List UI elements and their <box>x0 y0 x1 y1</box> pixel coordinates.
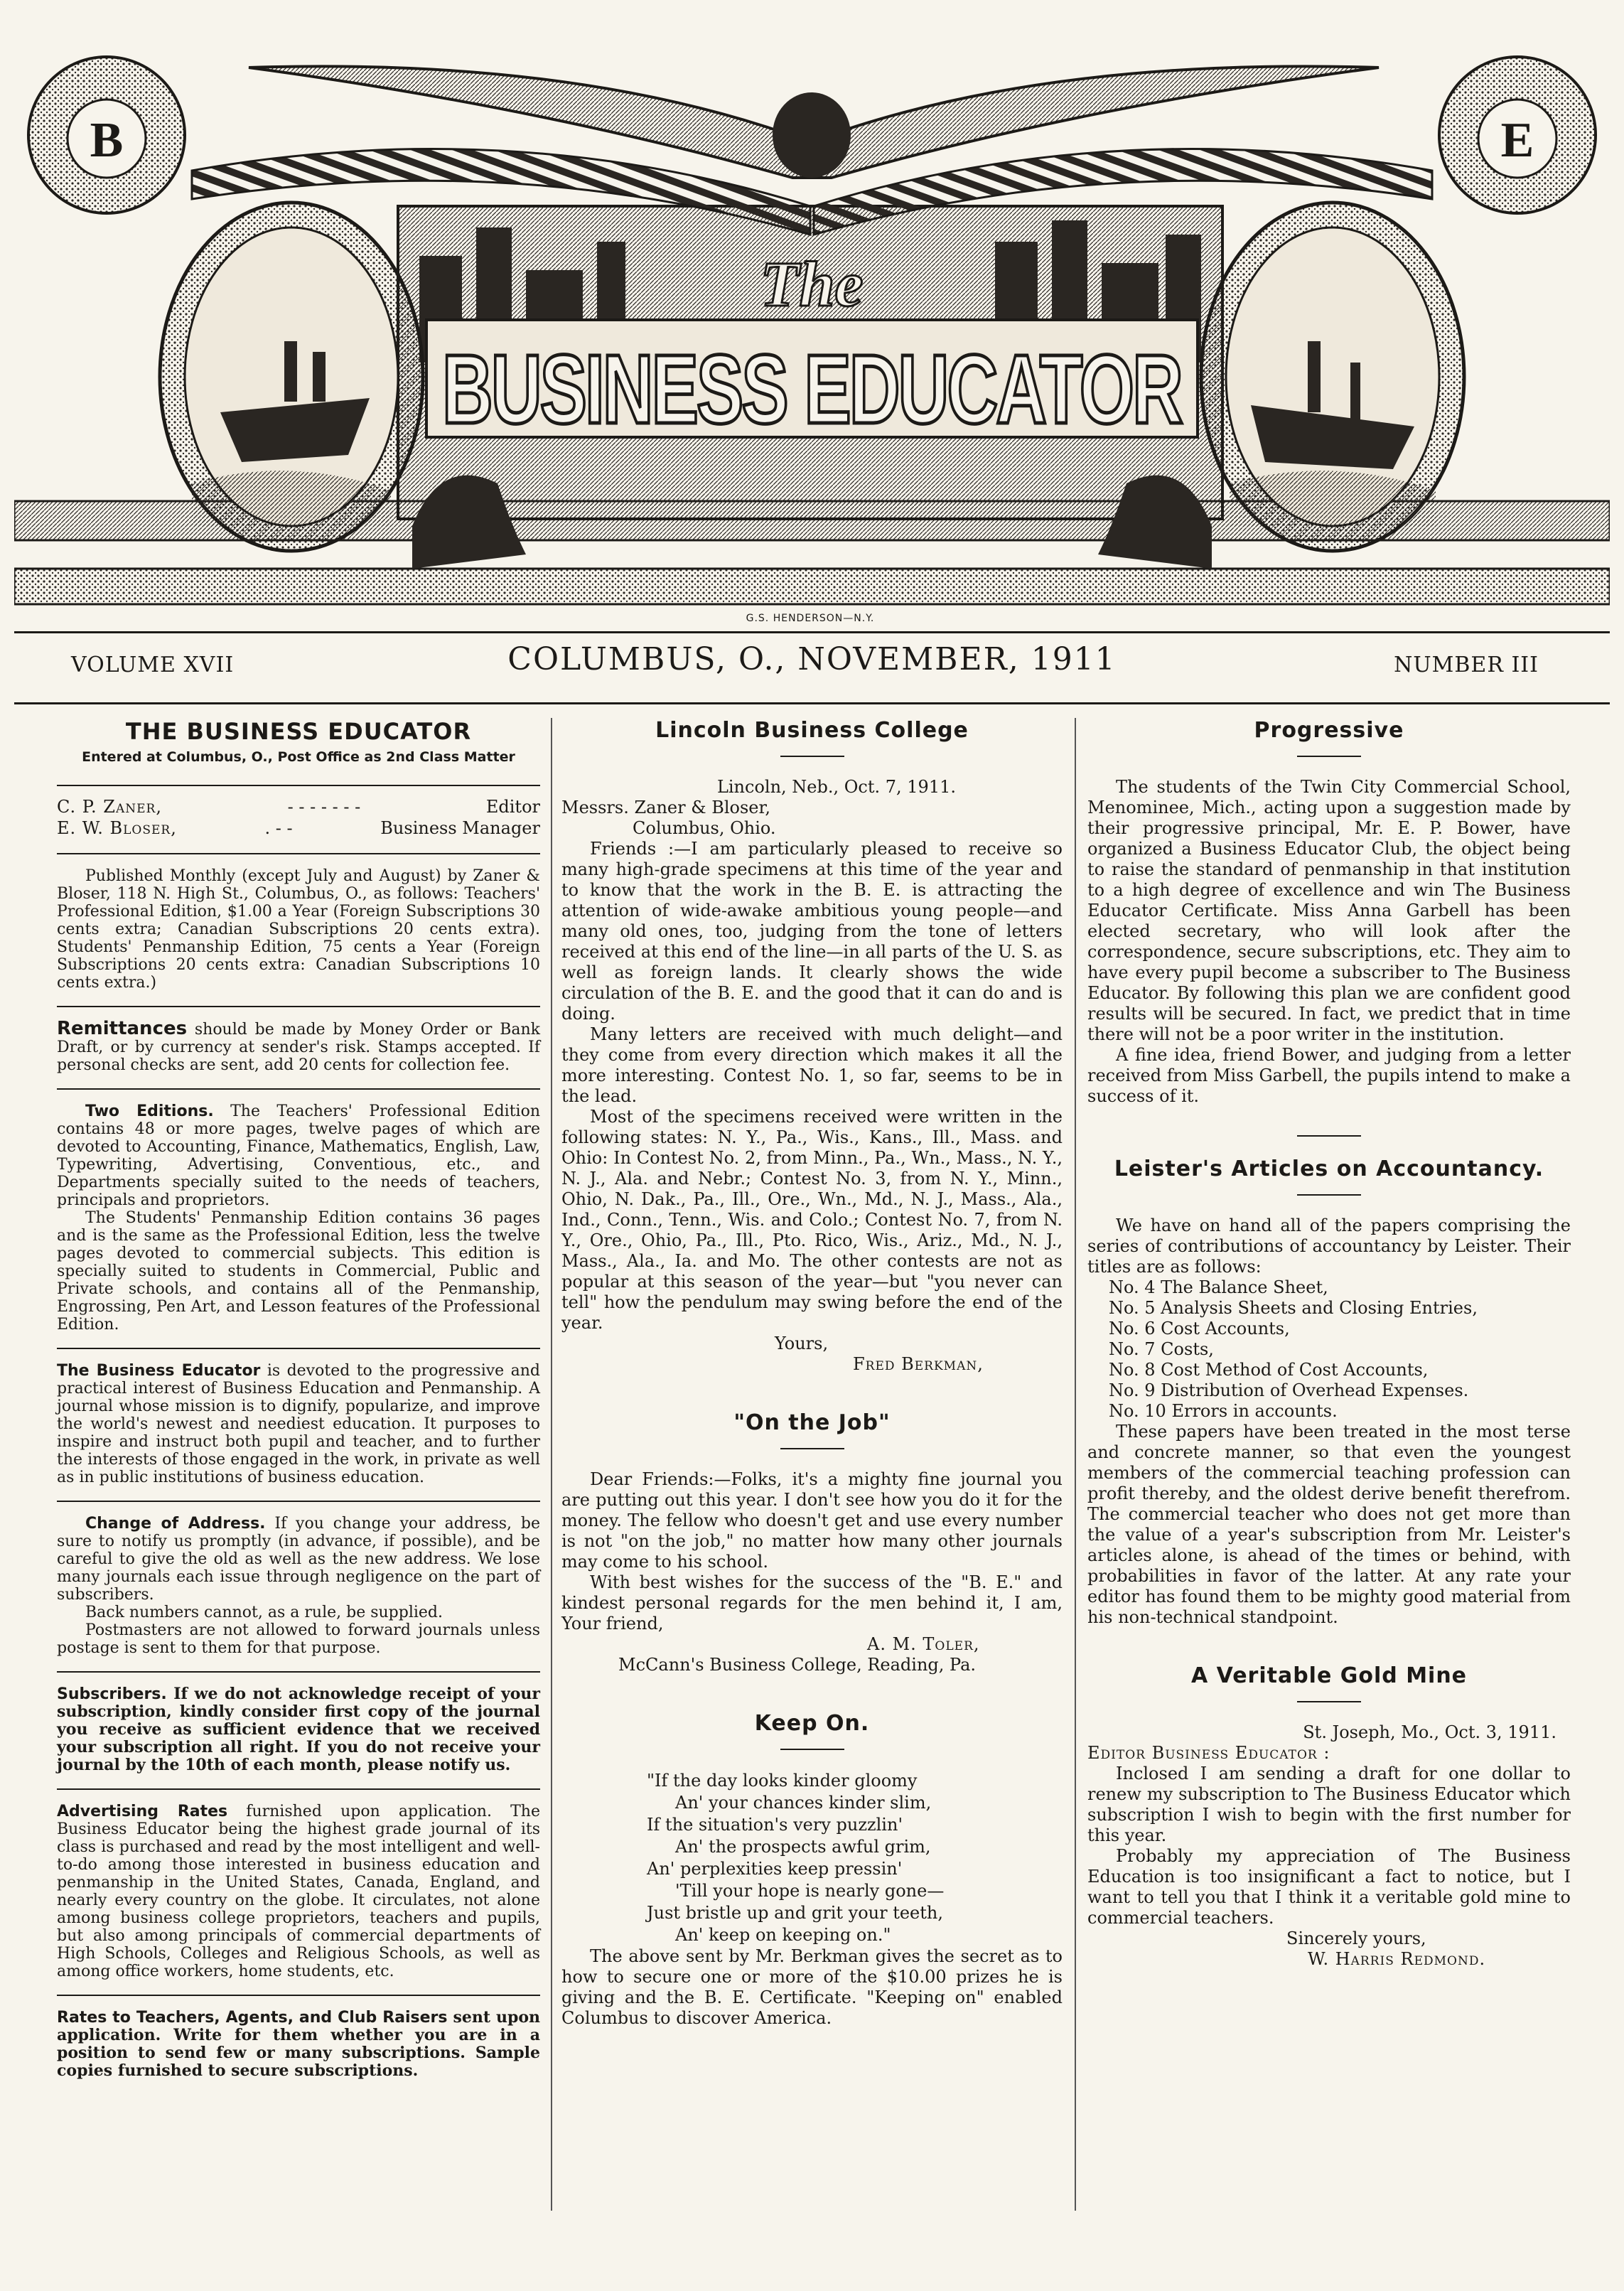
letters-column <box>561 718 1063 2029</box>
progressive-heading: Progressive <box>1254 718 1404 743</box>
rates-notice <box>57 1995 540 2080</box>
lincoln-dateline: Lincoln, Neb., Oct. 7, 1911. <box>716 777 956 797</box>
heading-rule <box>1297 1701 1361 1702</box>
lincoln-closing: Yours, <box>775 1334 829 1353</box>
volume-label: VOLUME XVII <box>71 653 235 677</box>
editions-text-2: The Students' Penmanship Edition contains 36 pages and is the same as the Professional Edition, less the twelve pages devoted to commercial subjects. This edition is specially suited to students in Commercial, Public and Private schools, and contains all of the Penmanship, Engrossing, Pen Art, and Lesson features of the Professional Edition. <box>57 1209 540 1334</box>
number-label: NUMBER III <box>1394 653 1539 677</box>
subscribers-notice <box>57 1671 540 1774</box>
masthead-base-band <box>14 569 1610 604</box>
list-item: No. 7 Costs, <box>1109 1339 1214 1359</box>
dateline-bar <box>14 631 1610 709</box>
on-the-job-paragraph-1: Dear Friends:—Folks, it's a mighty fine journal you are putting out this year. I don't see how you do it for the money. The fellow who doesn't get and use every number is not "on the job," no matter how many other journals may come to his school. <box>561 1469 1063 1572</box>
entered-notice: Entered at Columbus, O., Post Office as 2nd Class Matter <box>82 749 515 765</box>
subscribers-lead: Subscribers. <box>57 1685 167 1703</box>
poem-line: An' your chances kinder slim, <box>675 1793 932 1813</box>
manager-role: Business Manager <box>380 818 540 838</box>
heading-rule <box>780 1448 844 1449</box>
globe-left-letter: B <box>90 113 124 168</box>
poem-line: Just bristle up and grit your teeth, <box>647 1903 943 1923</box>
remittances-notice <box>57 1006 540 1074</box>
gold-mine-paragraph-1: Inclosed I am sending a draft for one dollar to renew my subscription to The Business Educator which subscription I wish to begin with the first number for this year. <box>1087 1764 1571 1845</box>
on-the-job-signature: A. M. Toler, <box>867 1634 980 1654</box>
staff-list <box>57 785 540 839</box>
keep-on-poem <box>561 1770 1063 1946</box>
address-text: If you change your address, be sure to notify us promptly (in advance, if possible), and be careful to give the old as well as the new address. We lose many journals each issue through negligence on the part of subscribers. <box>57 1515 540 1604</box>
leister-heading: Leister's Articles on Accountancy. <box>1114 1157 1544 1181</box>
leister-papers-list <box>1087 1277 1571 1422</box>
heading-rule <box>1297 1194 1361 1196</box>
lincoln-address-1: Messrs. Zaner & Bloser, <box>561 798 770 817</box>
mission-notice <box>57 1348 540 1486</box>
advertising-text: furnished upon application. The Business Educator being the highest grade journal of its class is purchased and read by the most intelligent and well-to-do among those interested in business education and penmanship in the United States, Canada, England, and nearly every country on the globe. It circulates, not alone among business college proprietors, teachers and pupils, but also among principals of commercial departments of High Schools, Colleges and Religious Schools, as well as among office workers, home students, etc. <box>57 1803 540 1980</box>
lincoln-heading: Lincoln Business College <box>655 718 969 743</box>
rates-lead: Rates to Teachers, Agents, and Club Raisers <box>57 2009 448 2027</box>
heading-rule <box>1297 756 1361 757</box>
editions-lead: Two Editions. <box>85 1102 214 1120</box>
leister-paragraph-2: These papers have been treated in the most terse and concrete manner, so that even the youngest members of the commercial teaching profession can profit thereby, and the oldest derive benefit therefrom. The commercial teacher who does not get more than the value of a year's subscription from Mr. Leister's articles alone, is ahead of the times or behind, with probabilities in favor of the latter. At any rate your editor has found them to be mighty good material from his non-technical standpoint. <box>1087 1422 1571 1627</box>
address-lead: Change of Address. <box>85 1515 266 1533</box>
heading-rule <box>780 756 844 757</box>
place-date: COLUMBUS, O., NOVEMBER, 1911 <box>507 641 1117 677</box>
manager-dashes: . - - <box>264 818 293 838</box>
dateline-bottom-rule <box>14 702 1610 704</box>
poem-line: An' perplexities keep pressin' <box>647 1859 903 1879</box>
editor-name: C. P. Zaner, <box>57 797 162 817</box>
gold-mine-paragraph-2: Probably my appreciation of The Business Education is too insignificant a fact to notice, but I want to tell you that I think it a veritable gold mine to commercial teachers. <box>1087 1846 1571 1928</box>
lincoln-paragraph-1: Friends :—I am particularly pleased to receive so many high-grade specimens at this time of the year and to know that the work in the B. E. is attracting the attention of wide-awake ambitious young people—and many old ones, too, judging from the tone of letters received at this end of the line—in all parts of the U. S. as well as foreign lands. It clearly shows the wide circulation of the B. E. and the good that it can do and is doing. <box>561 839 1063 1024</box>
mission-lead: The Business Educator <box>57 1362 261 1380</box>
mission-text: is devoted to the progressive and practical interest of Business Education and Penmanship. A journal whose mission is to dignify, popularize, and improve the world's newest and neediest education. It purposes to inspire and instruct both pupil and teacher, and to further the interests of those engaged in the work, in private as well as in public institutions of business education. <box>57 1362 540 1486</box>
keep-on-heading: Keep On. <box>754 1711 870 1736</box>
gold-mine-address: Editor Business Educator : <box>1087 1743 1330 1763</box>
published-text: Published Monthly (except July and August) by Zaner & Bloser, 118 N. High St., Columbus, O., as follows: Teachers' Professional Edition, $1.00 a Year (Foreign Subscriptions 30 cents extra; Canadian Subscriptions 20 cents extra). Students' Penmanship Edition, 75 cents a Year (Foreign Subscriptions 20 cents extra: Canadian Subscriptions 10 cents extra.) <box>57 867 540 992</box>
subscribers-text: If we do not acknowledge receipt of your subscription, kindly consider first copy of the journal you receive as sufficient evidence that we received your subscription all right. If you do not receive your journal by the 10th of each month, please notify us. <box>57 1685 540 1774</box>
poem-line: An' the prospects awful grim, <box>675 1837 931 1857</box>
col1-heading: THE BUSINESS EDUCATOR <box>125 718 472 745</box>
on-the-job-school: McCann's Business College, Reading, Pa. <box>618 1655 977 1675</box>
poem-line: "If the day looks kinder gloomy <box>647 1771 918 1791</box>
list-item: No. 4 The Balance Sheet, <box>1109 1277 1328 1297</box>
manager-name: E. W. Bloser, <box>57 818 177 838</box>
articles-column <box>1087 718 1571 1970</box>
address-text-3: Postmasters are not allowed to forward journals unless postage is sent to them for that purpose. <box>57 1621 540 1657</box>
lincoln-paragraph-2: Many letters are received with much delight—and they come from every direction which makes it all the more interesting. Contest No. 1, so far, seems to be in the lead. <box>561 1024 1063 1106</box>
advertising-lead: Advertising Rates <box>57 1803 228 1820</box>
progressive-paragraph-2: A fine idea, friend Bower, and judging from a letter received from Miss Garbell, the pupils intend to make a success of it. <box>1087 1045 1571 1106</box>
publishing-info <box>57 853 540 992</box>
remittances-text: should be made by Money Order or Bank Draft, or by currency at sender's risk. Stamps accepted. If personal checks are sent, add 20 cents for collection fee. <box>57 1021 540 1074</box>
title-the: The <box>760 250 864 320</box>
poem-line: An' keep on keeping on." <box>675 1925 891 1945</box>
leister-intro: We have on hand all of the papers comprising the series of contributions of accountancy by Leister. Their titles are as follows: <box>1087 1216 1571 1277</box>
heading-rule <box>780 1749 844 1750</box>
gold-mine-dateline: St. Joseph, Mo., Oct. 3, 1911. <box>1303 1722 1556 1742</box>
section-rule <box>1297 1135 1361 1137</box>
poem-line: 'Till your hope is nearly gone— <box>675 1881 945 1901</box>
dateline-top-rule <box>14 631 1610 633</box>
editor-role: Editor <box>485 797 540 817</box>
lincoln-paragraph-3: Most of the specimens received were written in the following states: N. Y., Pa., Wis., Kans., Ill., Mass. and Ohio: In Contest No. 2, from Minn., Pa., Wn., Mass., N. Y., N. J., Ala. and Nebr.; Contest No. 3, from N. Y., Minn., Ohio, N. Dak., Pa., Ill., Ore., Wn., Md., N. J., Mass., Ala., Ind., Conn., Tenn., Wis. and Colo.; Contest No. 7, from N. Y., Ore., Ohio, Pa., Ill., Pto. Rico, Wis., Ariz., Md., N. J., Mass., Ala., Ia. and Mo. The other contests are not as popular at this season of the year—but "you never can tell" how the pendulum may swing before the end of the year. <box>561 1107 1063 1333</box>
gold-mine-closing: Sincerely yours, <box>1286 1928 1426 1948</box>
editions-notice <box>57 1088 540 1334</box>
remittances-lead: Remittances <box>57 1018 188 1039</box>
masthead-info-column <box>57 718 540 2080</box>
column-divider <box>1075 718 1076 2211</box>
gold-mine-signature: W. Harris Redmond. <box>1308 1949 1486 1969</box>
lincoln-signature: Fred Berkman, <box>853 1354 984 1374</box>
on-the-job-paragraph-2: With best wishes for the success of the "B. E." and kindest personal regards for the men behind it, I am, Your friend, <box>561 1572 1063 1633</box>
address-notice <box>57 1501 540 1657</box>
progressive-paragraph-1: The students of the Twin City Commercial School, Menominee, Mich., acting upon a suggestion made by their progressive principal, Mr. E. P. Bower, have organized a Business Educator Club, the object being to raise the standard of penmanship in that institution to a high degree of excellence and win The Business Educator Certificate. Miss Anna Garbell has been elected secretary, who will look after the correspondence, secure subscriptions, etc. They aim to have every pupil become a subscriber to The Business Educator. By following this plan we are confident good results will be secured. In fact, we predict that in time there will not be a poor writer in the institution. <box>1087 777 1571 1044</box>
list-item: No. 10 Errors in accounts. <box>1109 1401 1338 1421</box>
illustrator-credit: G.S. HENDERSON—N.Y. <box>746 613 875 624</box>
column-divider <box>551 718 552 2211</box>
gold-mine-heading: A Veritable Gold Mine <box>1190 1663 1468 1688</box>
advertising-notice <box>57 1788 540 1980</box>
masthead-title: BUSINESS EDUCATOR <box>442 335 1182 444</box>
address-text-2: Back numbers cannot, as a rule, be supplied. <box>85 1604 443 1621</box>
poem-line: If the situation's very puzzlin' <box>647 1815 903 1835</box>
lincoln-address-2: Columbus, Ohio. <box>633 818 776 838</box>
list-item: No. 6 Cost Accounts, <box>1109 1319 1290 1338</box>
list-item: No. 5 Analysis Sheets and Closing Entries, <box>1109 1298 1478 1318</box>
editor-dashes: - - - - - - - <box>287 797 361 817</box>
masthead-illustration <box>14 28 1610 618</box>
list-item: No. 8 Cost Method of Cost Accounts, <box>1109 1360 1429 1380</box>
editions-text: The Teachers' Professional Edition contains 48 or more pages, twelve pages of which are devoted to Accounting, Finance, Mathematics, English, Law, Typewriting, Advertising, Conventious, etc., and Departments specially suited to the needs of teachers, principals and proprietors. <box>57 1102 540 1209</box>
on-the-job-heading: "On the Job" <box>733 1410 891 1435</box>
keep-on-paragraph: The above sent by Mr. Berkman gives the secret as to how to secure one or more of the $10.00 prizes he is giving and the B. E. Certificate. "Keeping on" enabled Columbus to discover America. <box>561 1946 1063 2028</box>
globe-right-letter: E <box>1500 113 1534 168</box>
rates-text: sent upon application. Write for them whether you are in a position to send few or many subscriptions. Sample copies furnished to secure subscriptions. <box>57 2008 540 2080</box>
list-item: No. 9 Distribution of Overhead Expenses. <box>1109 1380 1469 1400</box>
